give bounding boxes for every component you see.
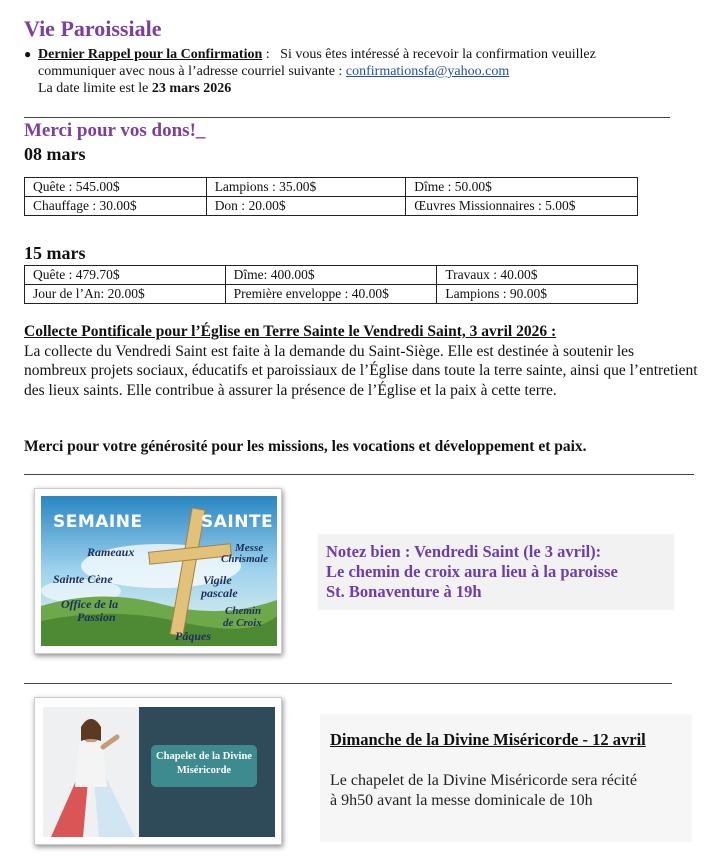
label-chemin: Chemin	[225, 605, 262, 617]
misericorde-title: Dimanche de la Divine Miséricorde - 12 avril	[330, 730, 646, 749]
reminder-label: Dernier Rappel pour la Confirmation	[38, 47, 263, 62]
divider	[24, 474, 694, 475]
misericorde-text	[330, 771, 690, 811]
label-paques: Pâques	[175, 629, 211, 643]
table-row	[25, 178, 638, 197]
label-sainte-cene: Sainte Cène	[53, 572, 113, 586]
label-office: Office de la	[61, 597, 119, 611]
label-rameaux: Rameaux	[87, 545, 135, 559]
table-cell: Dîme : 50.00$	[406, 178, 638, 197]
label-pascale: pascale	[201, 586, 238, 600]
table-cell: Dîme: 400.00$	[225, 266, 437, 285]
reminder-colon: :	[262, 47, 270, 62]
notez-line-3: St. Bonaventure à 19h	[326, 582, 482, 601]
collecte-section	[24, 322, 700, 400]
section-title: Vie Paroissiale	[24, 16, 162, 41]
label-passion: Passion	[77, 610, 116, 624]
banner-right: SAINTE	[201, 512, 274, 532]
label-chrismale: Chrismale	[221, 553, 269, 565]
reminder-text-2: communiquer avec nous à l’adresse courriel suivante :	[38, 64, 346, 79]
table-row	[25, 266, 638, 285]
table-cell: Chauffage : 30.00$	[25, 197, 207, 216]
badge-line-1: Chapelet de la Divine	[156, 751, 252, 762]
divider	[24, 117, 670, 118]
chapelet-badge	[151, 745, 257, 787]
notez-line-2: Le chemin de croix aura lieu à la paroisse	[326, 562, 618, 581]
week1-date: 08 mars	[24, 144, 86, 164]
collecte-title: Collecte Pontificale pour l’Église en Terre Sainte le Vendredi Saint, 3 avril 2026 :	[24, 323, 557, 340]
week2-donations-table	[24, 265, 638, 304]
confirmation-reminder	[24, 46, 684, 97]
label-de-croix: de Croix	[223, 617, 262, 629]
label-vigile: Vigile	[203, 573, 232, 587]
misericorde-line-1: Le chapelet de la Divine Miséricorde sera récité	[330, 772, 637, 789]
semaine-sainte-image	[34, 488, 282, 654]
donations-title: Merci pour vos dons!_	[24, 120, 206, 141]
notez-line-1: Notez bien : Vendredi Saint (le 3 avril):	[326, 542, 602, 561]
deadline-date: 23 mars 2026	[151, 81, 232, 96]
bullet-icon: ●	[24, 47, 32, 61]
table-cell: Œuvres Missionnaires : 5.00$	[406, 197, 638, 216]
table-cell: Quête : 479.70$	[25, 266, 226, 285]
label-messe: Messe	[235, 542, 264, 554]
table-cell: Jour de l’An: 20.00$	[25, 285, 226, 304]
email-link[interactable]: confirmationsfa@yahoo.com	[345, 64, 510, 79]
week1-donations-table	[24, 177, 638, 216]
table-cell: Quête : 545.00$	[25, 178, 207, 197]
reminder-text-1: Si vous êtes intéressé à recevoir la confirmation veuillez	[280, 47, 596, 62]
table-row	[25, 197, 638, 216]
table-cell: Travaux : 40.00$	[437, 266, 638, 285]
table-cell: Première enveloppe : 40.00$	[225, 285, 437, 304]
deadline-prefix: La date limite est le	[38, 81, 152, 96]
notez-bien-notice	[326, 542, 666, 602]
badge-line-2: Miséricorde	[176, 765, 232, 776]
misericorde-line-2: à 9h50 avant la messe dominicale de 10h	[330, 792, 593, 809]
table-cell: Don : 20.00$	[206, 197, 406, 216]
jesus-illustration	[43, 707, 139, 837]
table-cell: Lampions : 90.00$	[437, 285, 638, 304]
collecte-body: La collecte du Vendredi Saint est faite à la demande du Saint-Siège. Elle est destinée à soutenir les nombreux projets sociaux, éducatifs et paroissiaux de l’Église dans toute la terre sainte, ainsi que l’entretient des lieux saints. Elle contribue à assurer la présence de l’Église et la paix à cette terre.	[24, 342, 698, 399]
thanks-message: Merci pour votre générosité pour les missions, les vocations et développement et paix.	[24, 438, 587, 455]
table-cell: Lampions : 35.00$	[206, 178, 406, 197]
banner-left: SEMAINE	[53, 512, 143, 532]
divine-misericorde-image	[34, 697, 282, 845]
divider	[24, 683, 672, 684]
week2-date: 15 mars	[24, 243, 86, 263]
table-row	[25, 285, 638, 304]
